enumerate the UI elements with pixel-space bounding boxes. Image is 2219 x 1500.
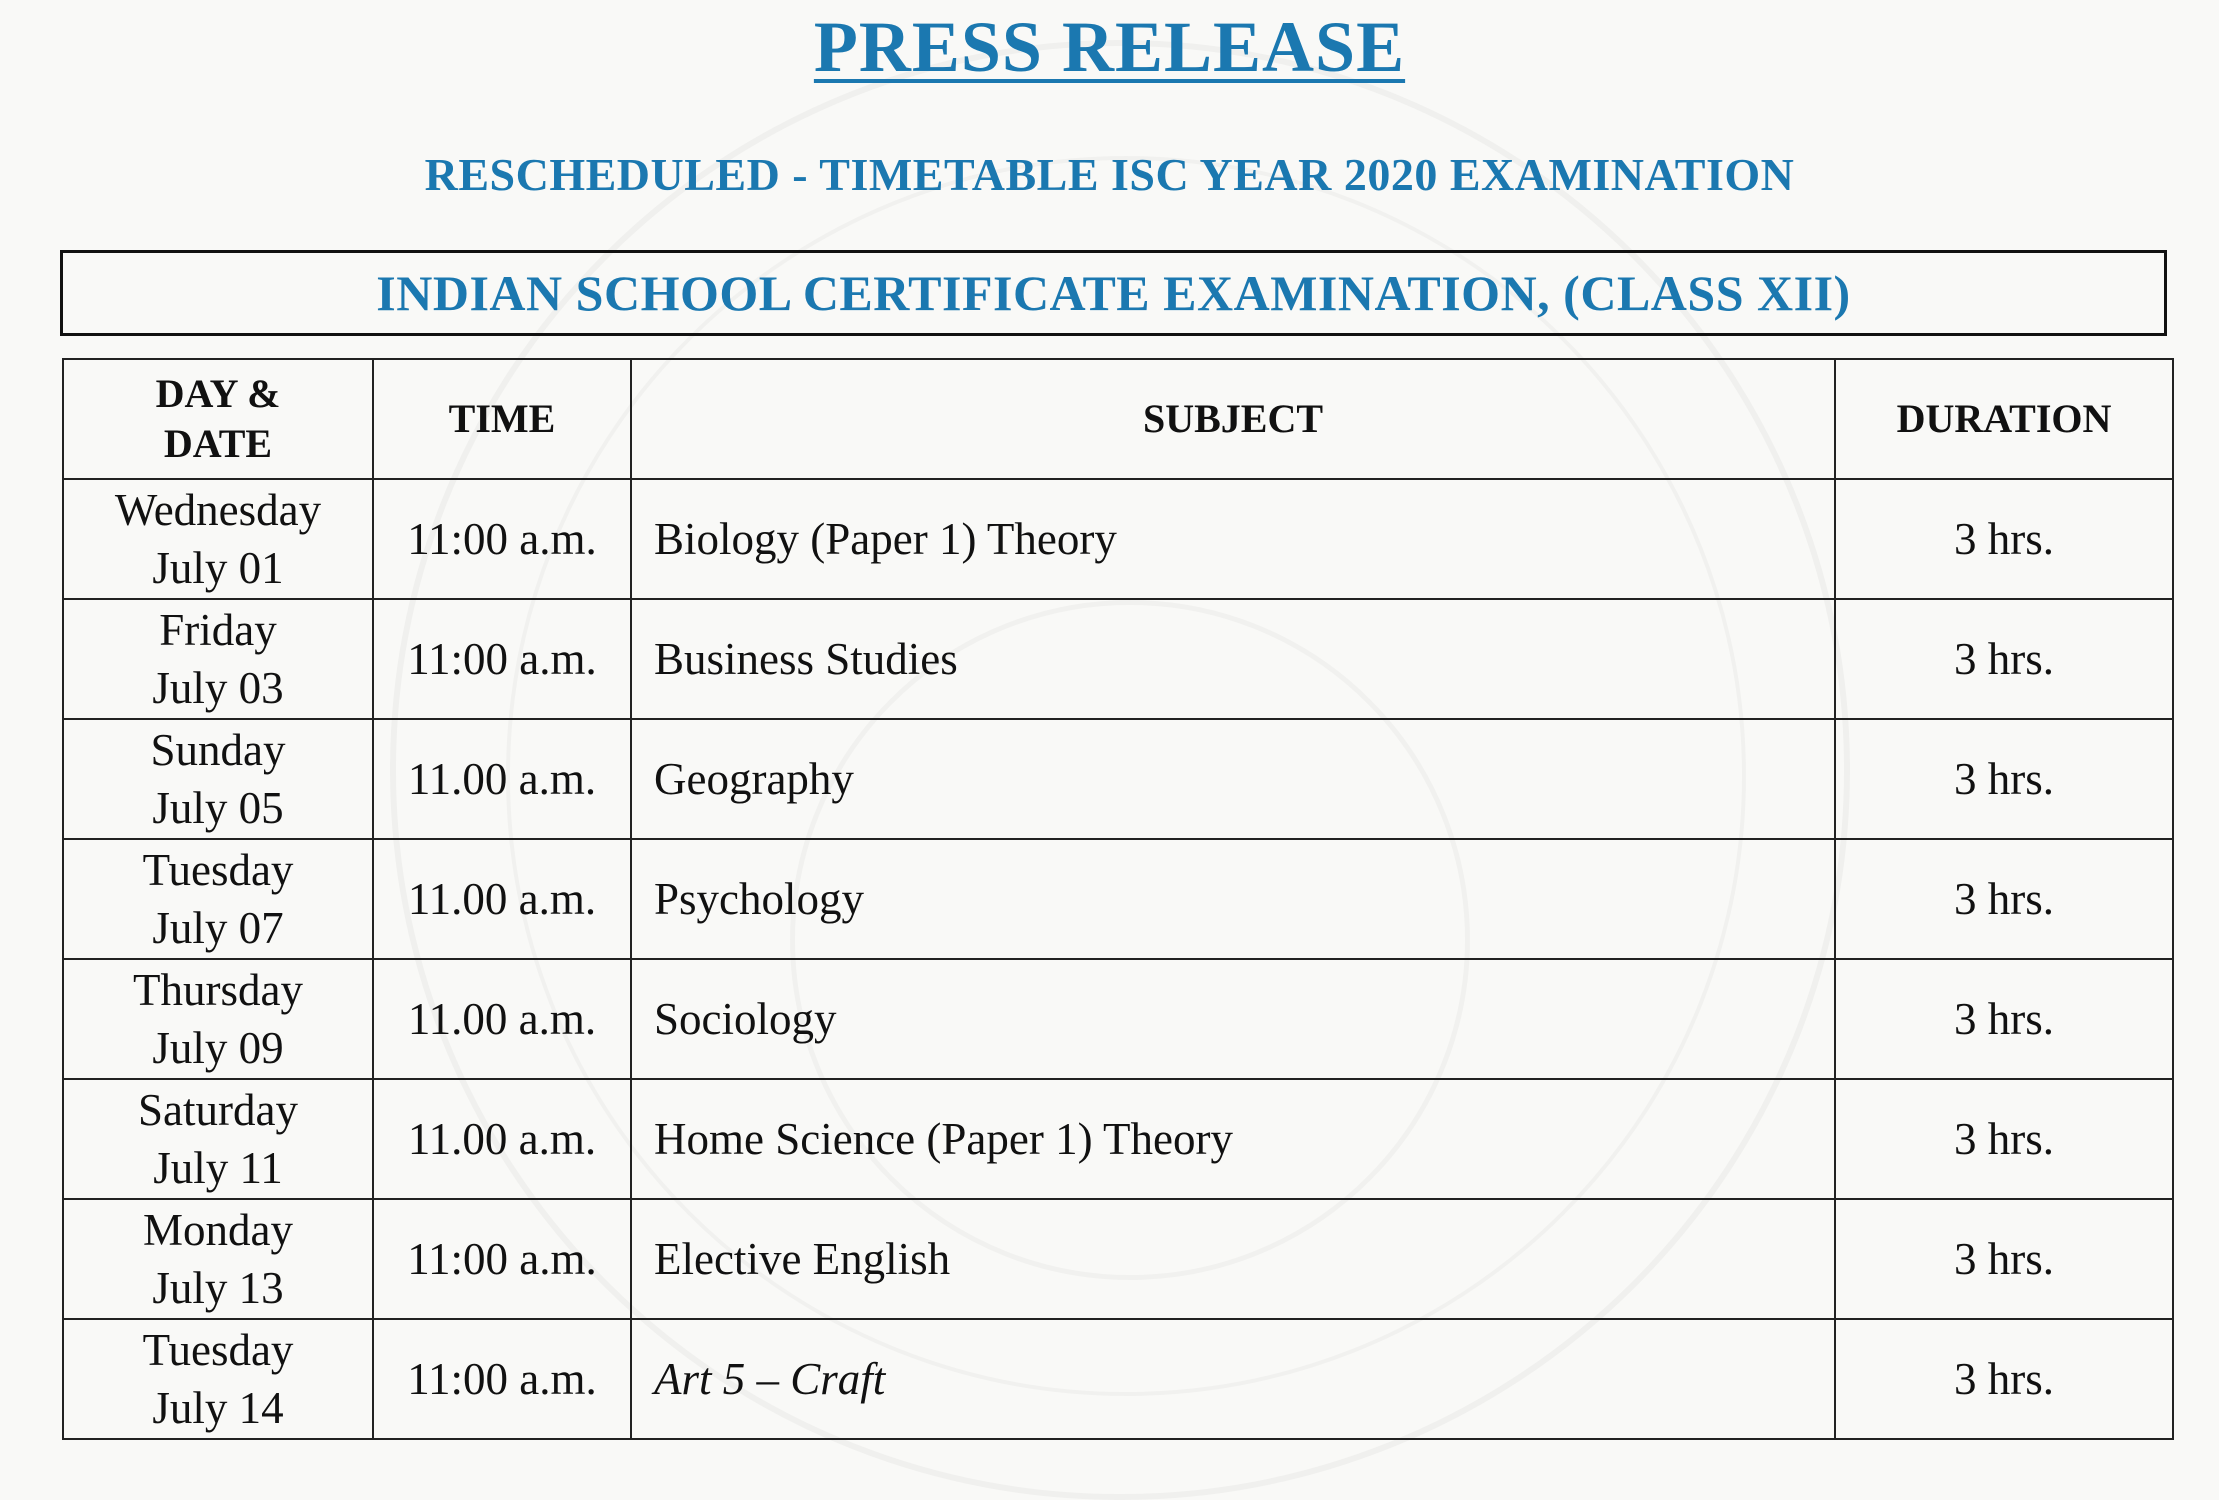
table-row xyxy=(63,479,2173,599)
timetable-header-row xyxy=(63,359,2173,479)
day-date-cell xyxy=(63,479,373,599)
duration-cell: 3 hrs. xyxy=(1835,719,2173,839)
time-cell: 11:00 a.m. xyxy=(373,479,631,599)
header-time: TIME xyxy=(373,359,631,479)
subject-cell: Home Science (Paper 1) Theory xyxy=(631,1079,1835,1199)
subject-cell: Sociology xyxy=(631,959,1835,1079)
exam-date: July 01 xyxy=(152,543,284,593)
subject-cell: Geography xyxy=(631,719,1835,839)
duration-cell: 3 hrs. xyxy=(1835,479,2173,599)
exam-banner xyxy=(60,250,2167,336)
header-duration: DURATION xyxy=(1835,359,2173,479)
day-date-cell xyxy=(63,839,373,959)
page-title-text: PRESS RELEASE xyxy=(813,7,1406,87)
table-row xyxy=(63,1079,2173,1199)
time-cell: 11.00 a.m. xyxy=(373,719,631,839)
header-date-label: DATE xyxy=(163,421,273,466)
header-day-label: DAY & xyxy=(155,371,281,416)
time-cell: 11:00 a.m. xyxy=(373,1319,631,1439)
time-cell: 11.00 a.m. xyxy=(373,1079,631,1199)
day-name: Saturday xyxy=(138,1084,298,1135)
duration-cell: 3 hrs. xyxy=(1835,839,2173,959)
day-name: Thursday xyxy=(133,964,303,1015)
day-date-cell xyxy=(63,599,373,719)
subject-cell: Elective English xyxy=(631,1199,1835,1319)
subject-cell: Business Studies xyxy=(631,599,1835,719)
table-row xyxy=(63,1319,2173,1439)
day-date-cell xyxy=(63,959,373,1079)
exam-date: July 13 xyxy=(152,1263,284,1313)
duration-cell: 3 hrs. xyxy=(1835,1199,2173,1319)
exam-date: July 09 xyxy=(152,1023,284,1073)
duration-cell: 3 hrs. xyxy=(1835,959,2173,1079)
exam-date: July 11 xyxy=(153,1143,283,1193)
day-date-cell xyxy=(63,1199,373,1319)
table-row xyxy=(63,839,2173,959)
day-name: Sunday xyxy=(150,724,286,775)
time-cell: 11.00 a.m. xyxy=(373,959,631,1079)
day-name: Tuesday xyxy=(142,1324,294,1375)
duration-cell: 3 hrs. xyxy=(1835,1079,2173,1199)
timetable xyxy=(62,358,2174,1440)
exam-banner-text: INDIAN SCHOOL CERTIFICATE EXAMINATION, (CLASS XII) xyxy=(376,265,1851,321)
time-cell: 11:00 a.m. xyxy=(373,1199,631,1319)
exam-date: July 07 xyxy=(152,903,284,953)
table-row xyxy=(63,1199,2173,1319)
subject-cell: Biology (Paper 1) Theory xyxy=(631,479,1835,599)
duration-cell: 3 hrs. xyxy=(1835,599,2173,719)
day-name: Wednesday xyxy=(114,484,322,535)
subject-cell: Psychology xyxy=(631,839,1835,959)
table-row xyxy=(63,719,2173,839)
table-row xyxy=(63,599,2173,719)
day-name: Friday xyxy=(159,604,277,655)
header-subject: SUBJECT xyxy=(631,359,1835,479)
page-subtitle: RESCHEDULED - TIMETABLE ISC YEAR 2020 EXAMINATION xyxy=(424,149,1795,200)
exam-date: July 14 xyxy=(152,1383,284,1433)
exam-date: July 05 xyxy=(152,783,284,833)
day-name: Monday xyxy=(143,1204,293,1255)
time-cell: 11.00 a.m. xyxy=(373,839,631,959)
subject-cell: Art 5 – Craft xyxy=(631,1319,1835,1439)
time-cell: 11:00 a.m. xyxy=(373,599,631,719)
header-day-date xyxy=(63,359,373,479)
day-date-cell xyxy=(63,1079,373,1199)
exam-date: July 03 xyxy=(152,663,284,713)
day-date-cell xyxy=(63,719,373,839)
table-row xyxy=(63,959,2173,1079)
duration-cell: 3 hrs. xyxy=(1835,1319,2173,1439)
day-name: Tuesday xyxy=(142,844,294,895)
day-date-cell xyxy=(63,1319,373,1439)
page-title xyxy=(0,6,2219,89)
